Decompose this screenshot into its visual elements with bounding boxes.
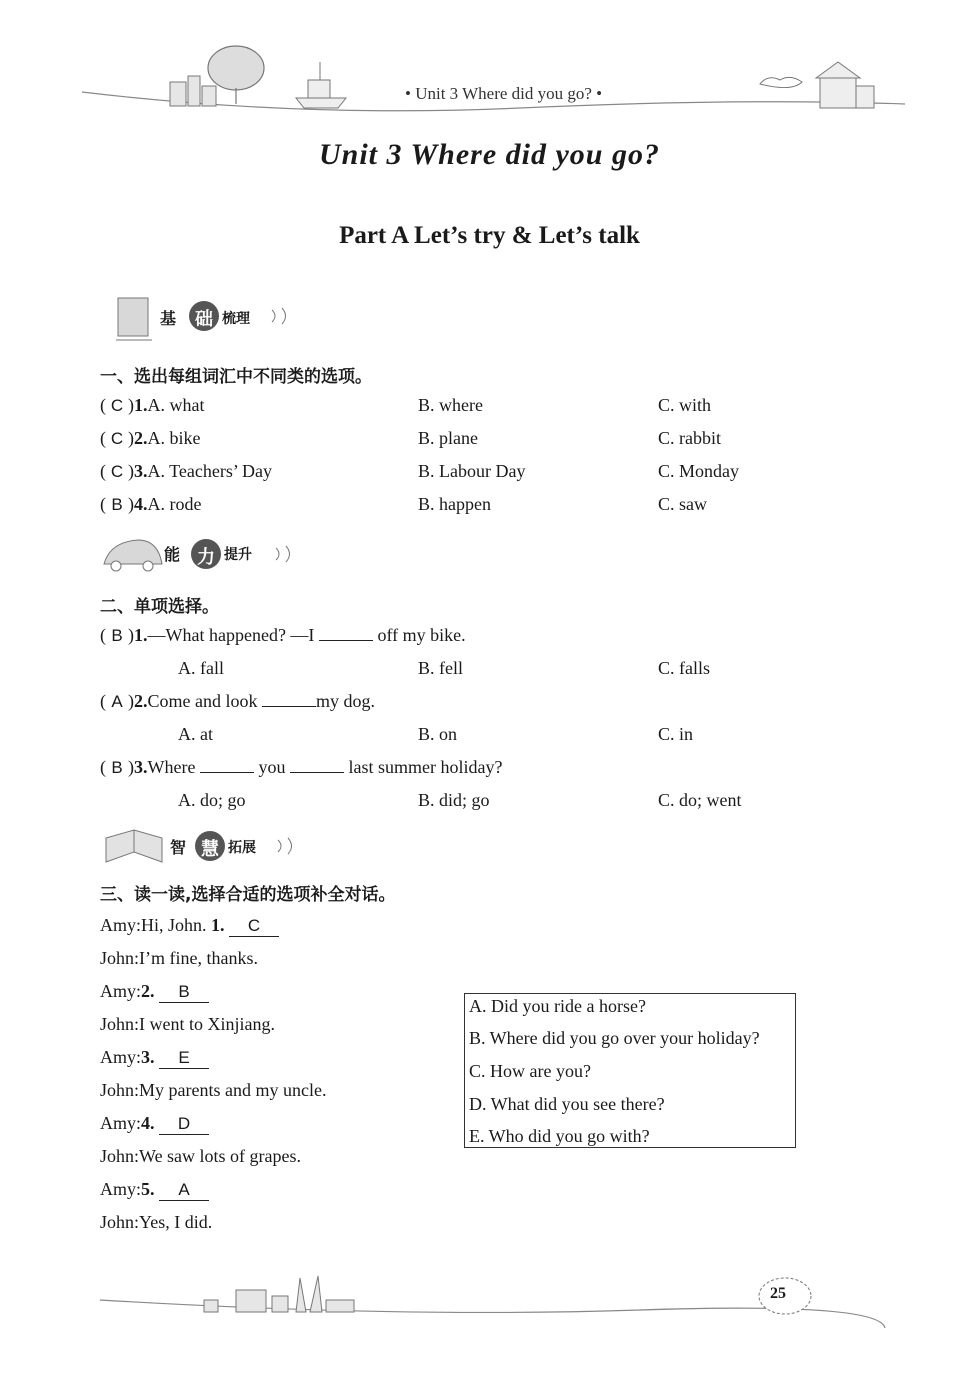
s1-opt-a-2: A. bike <box>147 428 201 448</box>
speaker: John: <box>100 948 140 968</box>
speaker: John: <box>100 1080 140 1100</box>
s2-q2-opt-a: A. at <box>178 724 213 744</box>
dialogue-text: My parents and my uncle. <box>139 1080 327 1100</box>
header-decoration <box>0 0 979 130</box>
section-badge-wisdom <box>100 822 300 872</box>
s2-q3-blank-2 <box>290 754 344 773</box>
s1-opt-a-4: A. rode <box>147 494 202 514</box>
buildings-icon <box>170 76 216 106</box>
speaker: Amy: <box>100 1179 142 1199</box>
s2-q3-pre: Where <box>147 757 196 777</box>
speaker: John: <box>100 1212 140 1232</box>
page-number: 25 <box>770 1285 786 1302</box>
book-icon <box>100 822 300 872</box>
s2-q1-opt-b: B. fell <box>418 658 463 678</box>
s1-opt-c-3: C. Monday <box>658 461 739 481</box>
s2-q1: ( B )1.—What happened? —I off my bike. <box>100 622 466 648</box>
s2-num-3: 3. <box>134 757 148 777</box>
footer-decoration <box>0 1260 979 1340</box>
option-a: A. Did you ride a horse? <box>469 996 646 1016</box>
s2-answer-1: B <box>111 626 123 645</box>
s2-q3-opt-c: C. do; went <box>658 790 742 810</box>
dialogue-line-9 <box>100 1176 209 1202</box>
s2-q2-pre: Come and look <box>147 691 258 711</box>
badge-3-char1: 智 <box>170 838 187 857</box>
s1-opt-b-4: B. happen <box>418 494 491 514</box>
badge-1-char3: 梳理 <box>222 311 250 327</box>
dialogue-answer-2: B <box>159 982 209 1003</box>
section-2-heading: 二、单项选择。 <box>100 597 219 617</box>
s2-q2-opt-c: C. in <box>658 724 694 744</box>
option-b: B. Where did you go over your holiday? <box>469 1028 760 1048</box>
page-subtitle: Part A Let’s try & Let’s talk <box>339 222 640 249</box>
dialogue-text: I’m fine, thanks. <box>139 948 258 968</box>
speaker: Amy: <box>100 1113 142 1133</box>
s1-opt-c-4: C. saw <box>658 494 707 514</box>
s2-q2-blank <box>262 688 316 707</box>
badge-2-char3: 提升 <box>224 547 252 563</box>
section-3-heading: 三、读一读,选择合适的选项补全对话。 <box>100 885 396 905</box>
s1-row-3: ( C )3.A. Teachers’ Day <box>100 458 272 484</box>
dialogue-text: Hi, John. <box>141 915 207 935</box>
s2-q2-opt-b: B. on <box>418 724 458 744</box>
dialogue-line-1 <box>100 912 279 938</box>
badge-3-char3: 拓展 <box>228 840 256 856</box>
s1-num-1: 1. <box>134 395 148 415</box>
dialogue-line-7 <box>100 1110 209 1136</box>
s2-q3-mid: you <box>258 757 286 777</box>
speaker: Amy: <box>100 915 142 935</box>
badge-2-char2: 力 <box>197 547 215 568</box>
s2-answer-3: B <box>111 758 123 777</box>
s1-answer-4: B <box>111 495 123 514</box>
dialogue-line-2 <box>100 945 258 971</box>
dialogue-line-6 <box>100 1077 326 1103</box>
dialogue-num: 1. <box>211 915 225 935</box>
dialogue-text: Yes, I did. <box>139 1212 213 1232</box>
speaker: John: <box>100 1146 140 1166</box>
s2-q3-blank-1 <box>200 754 254 773</box>
dialogue-answer-4: D <box>159 1114 209 1135</box>
option-e: E. Who did you go with? <box>469 1126 650 1146</box>
speaker: John: <box>100 1014 140 1034</box>
dialogue-text: We saw lots of grapes. <box>139 1146 302 1166</box>
s1-num-2: 2. <box>134 428 148 448</box>
s1-opt-b-3: B. Labour Day <box>418 461 526 481</box>
house-icon <box>760 62 874 108</box>
s2-answer-2: A <box>111 692 123 711</box>
s1-row-2: ( C )2.A. bike <box>100 425 201 451</box>
s1-opt-a-3: A. Teachers’ Day <box>147 461 273 481</box>
speaker: Amy: <box>100 981 142 1001</box>
dialogue-num: 3. <box>141 1047 155 1067</box>
dialogue-line-3 <box>100 978 209 1004</box>
section-1-heading: 一、选出每组词汇中不同类的选项。 <box>100 367 372 387</box>
s2-q3: ( B )3.Where you last summer holiday? <box>100 754 502 780</box>
dialogue-answer-3: E <box>159 1048 209 1069</box>
section-badge-basic <box>112 294 292 344</box>
dialogue-line-10 <box>100 1209 212 1235</box>
s2-q3-opt-b: B. did; go <box>418 790 490 810</box>
speaker: Amy: <box>100 1047 142 1067</box>
s1-row-1: ( C )1.A. what <box>100 392 205 418</box>
s2-q1-opt-c: C. falls <box>658 658 710 678</box>
s1-opt-c-2: C. rabbit <box>658 428 721 448</box>
badge-1-char1: 基 <box>160 309 177 328</box>
s1-opt-c-1: C. with <box>658 395 712 415</box>
page-title: Unit 3 Where did you go? <box>319 138 660 171</box>
s2-q3-opt-a: A. do; go <box>178 790 246 810</box>
s1-answer-2: C <box>110 429 124 448</box>
s1-answer-1: C <box>110 396 124 415</box>
dialogue-text: I went to Xinjiang. <box>139 1014 275 1034</box>
badge-3-char2: 慧 <box>201 839 219 860</box>
options-box <box>464 993 796 1148</box>
badge-1-char2: 础 <box>195 309 213 330</box>
dialogue-answer-1: C <box>229 916 279 937</box>
badge-2-char1: 能 <box>164 545 181 564</box>
running-header: • Unit 3 Where did you go? • <box>405 84 603 103</box>
s2-q1-opt-a: A. fall <box>178 658 224 678</box>
s2-q1-blank <box>319 622 373 641</box>
dialogue-line-5 <box>100 1044 209 1070</box>
dialogue-num: 4. <box>141 1113 155 1133</box>
s1-opt-b-1: B. where <box>418 395 483 415</box>
option-d: D. What did you see there? <box>469 1094 665 1114</box>
s1-opt-a-1: A. what <box>147 395 205 415</box>
s1-opt-b-2: B. plane <box>418 428 478 448</box>
section-badge-ability <box>100 530 300 580</box>
dialogue-answer-5: A <box>159 1180 209 1201</box>
s2-num-1: 1. <box>134 625 148 645</box>
s2-q2: ( A )2.Come and look my dog. <box>100 688 375 714</box>
s2-q1-post: off my bike. <box>377 625 466 645</box>
dialogue-line-4 <box>100 1011 275 1037</box>
option-c: C. How are you? <box>469 1061 591 1081</box>
s2-q1-pre: —What happened? —I <box>147 625 315 645</box>
s2-q2-post: my dog. <box>316 691 376 711</box>
s2-q3-post: last summer holiday? <box>348 757 503 777</box>
dialogue-line-8 <box>100 1143 301 1169</box>
boat-icon <box>296 62 346 108</box>
s1-row-4: ( B )4.A. rode <box>100 491 201 517</box>
s2-num-2: 2. <box>134 691 148 711</box>
s1-num-3: 3. <box>134 461 148 481</box>
dialogue-num: 5. <box>141 1179 155 1199</box>
s1-num-4: 4. <box>134 494 148 514</box>
dialogue-num: 2. <box>141 981 155 1001</box>
s1-answer-3: C <box>110 462 124 481</box>
